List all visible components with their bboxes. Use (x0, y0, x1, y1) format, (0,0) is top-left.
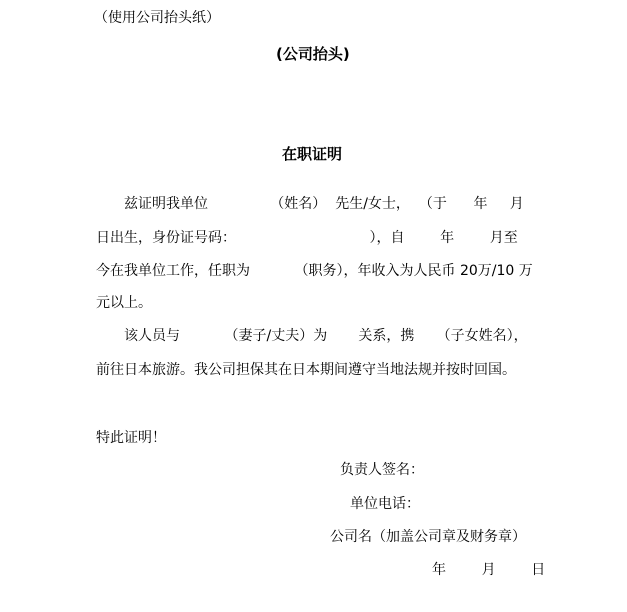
document-title: 在职证明 (282, 145, 343, 163)
closing-statement: 特此证明！ (96, 430, 166, 446)
body-line-4: 元以上。 (96, 295, 152, 311)
body-line-6: 前往日本旅游。我公司担保其在日本期间遵守当地法规并按时回国。 (96, 362, 516, 378)
signature-person: 负责人签名： (340, 462, 424, 478)
body-line-2: 日出生，身份证号码： ），自 年 月至 (96, 230, 518, 246)
signature-date: 年 月 日 (432, 562, 546, 578)
body-line-5: 该人员与 （妻子/丈夫）为 关系，携 （子女姓名）， (124, 328, 528, 344)
signature-phone: 单位电话： (350, 496, 420, 512)
body-line-3: 今在我单位工作，任职为 （职务），年收入为人民币 20万/10 万 (96, 263, 533, 279)
letterhead-placeholder: (公司抬头) (276, 45, 350, 63)
signature-company: 公司名（加盖公司章及财务章） (330, 529, 526, 545)
letterhead-note: （使用公司抬头纸） (94, 10, 220, 26)
body-line-1: 兹证明我单位 （姓名） 先生/女士， （于 年 月 (124, 196, 524, 212)
